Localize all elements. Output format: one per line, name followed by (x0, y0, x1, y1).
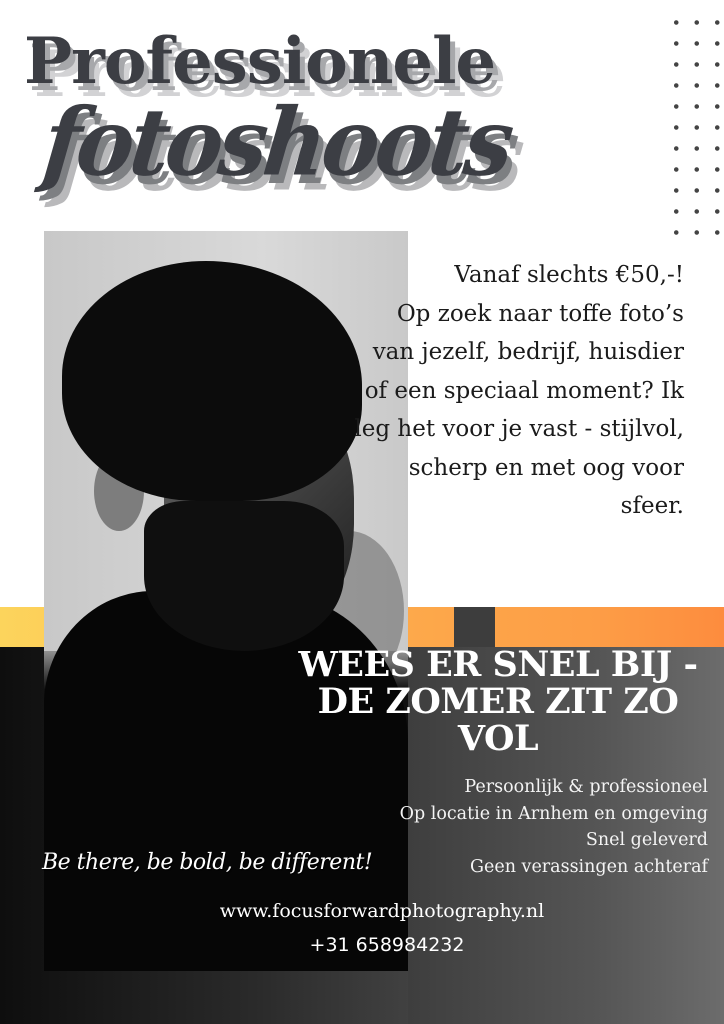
headline-line: DE ZOMER ZIT ZO (317, 681, 679, 722)
headline-line: VOL (457, 718, 539, 759)
dark-accent-block (454, 607, 495, 647)
feature-item: Op locatie in Arnhem en omgeving (399, 803, 708, 824)
feature-item: Persoonlijk & professioneel (464, 777, 708, 797)
headline (272, 646, 724, 757)
feature-item: Geen verassingen achteraf (470, 856, 708, 877)
page-title: Professionele (24, 24, 496, 99)
intro-text (284, 256, 684, 526)
feature-item: Snel geleverd (585, 830, 708, 850)
intro-line: Op zoek naar toffe foto’s (396, 300, 684, 327)
yellow-accent-band (0, 607, 44, 647)
intro-line: sfeer. (620, 493, 684, 519)
intro-line: van jezelf, bedrijf, huisdier (372, 339, 684, 365)
intro-line: of een speciaal moment? Ik (364, 377, 684, 404)
dot-grid-decoration (666, 12, 722, 238)
feature-list (400, 774, 708, 880)
phone-number[interactable]: +31 658984232 (309, 934, 465, 956)
intro-line: leg het voor je vast - stijlvol, (354, 416, 684, 442)
slogan: Be there, be bold, be different! (42, 850, 373, 875)
website-link[interactable]: www.focusforwardphotography.nl (219, 900, 545, 922)
headline-line: WEES ER SNEL BIJ - (298, 644, 698, 685)
page-subtitle-script: fotoshoots (38, 87, 516, 197)
intro-line: scherp en met oog voor (408, 454, 684, 481)
intro-line: Vanaf slechts €50,-! (454, 262, 684, 288)
